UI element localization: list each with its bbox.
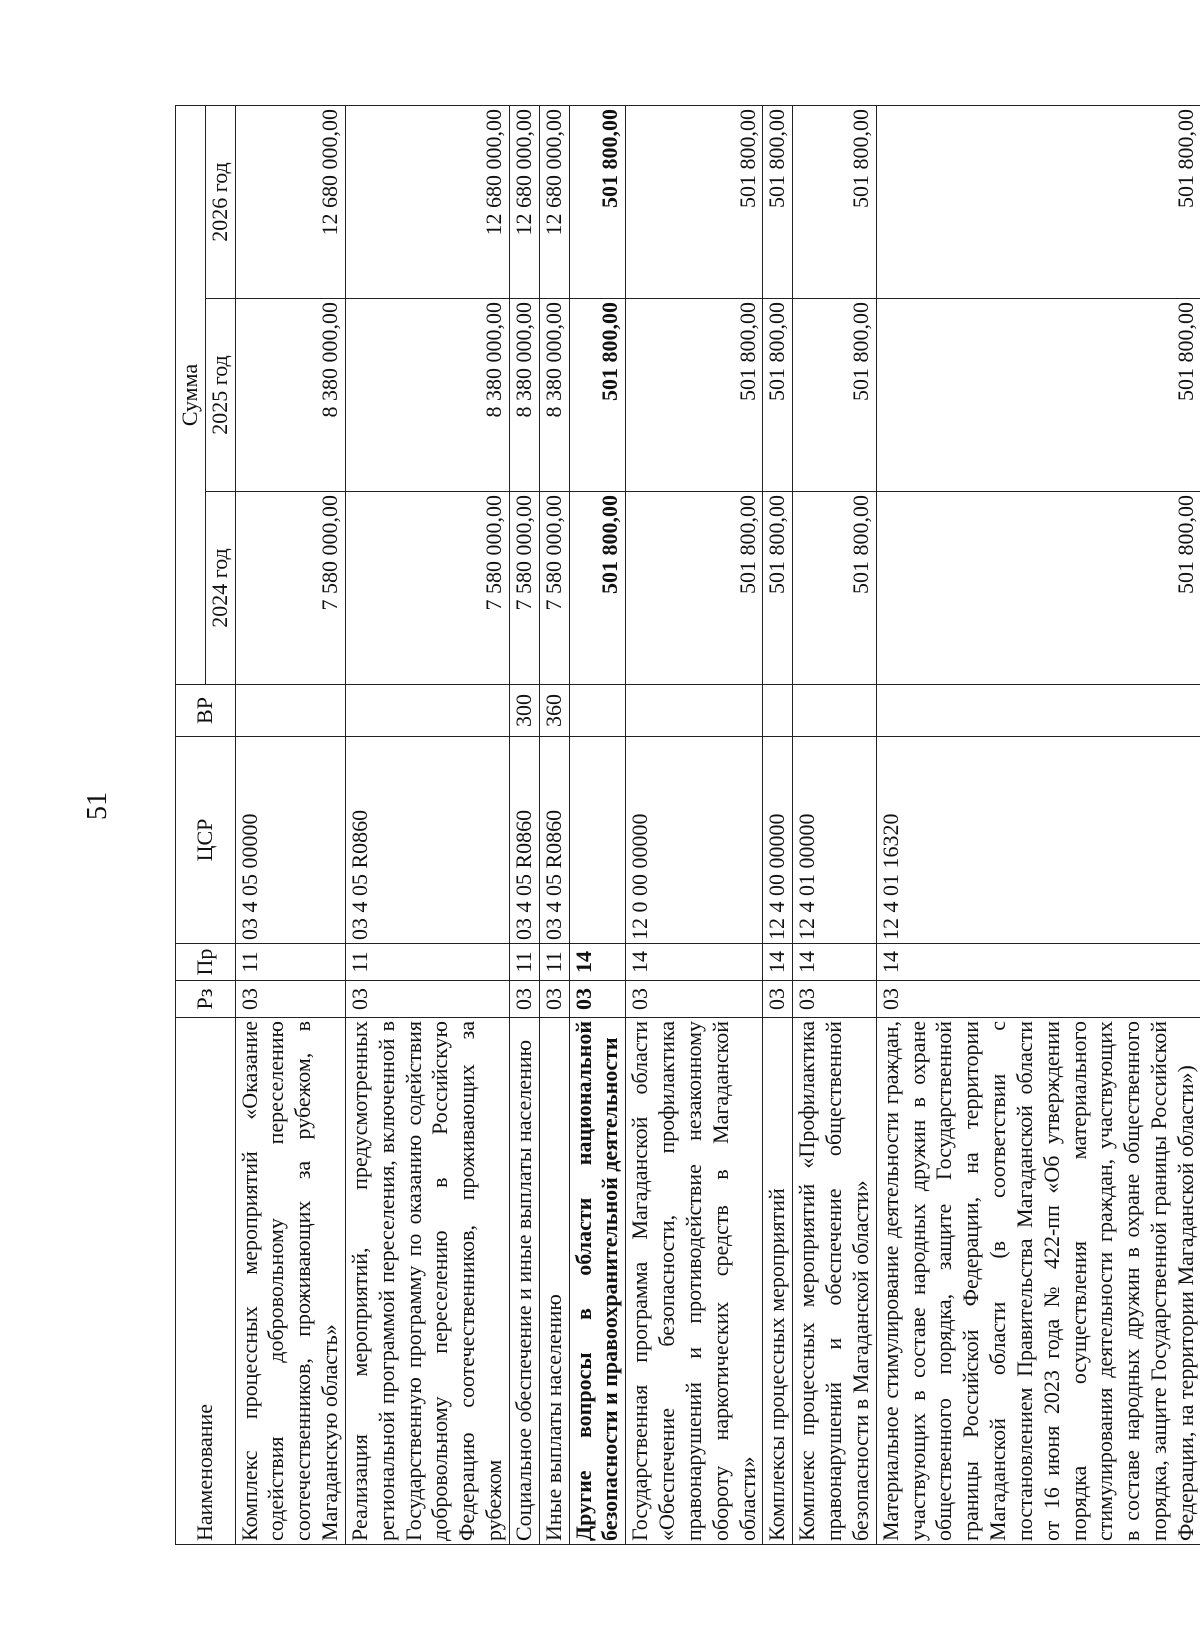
row-sum-2024: 7 580 000,00 [509, 492, 539, 685]
row-pr: 14 [793, 944, 876, 981]
row-sum-2024: 501 800,00 [763, 492, 793, 685]
row-sum-2025: 8 380 000,00 [539, 299, 569, 492]
row-name: Государственная программа Магаданской области «Обеспечение безопасности, профилактика правонарушений и противодействие незаконному обороту наркотических средств в Магаданской области» [626, 1018, 763, 1545]
row-sum-2025: 501 800,00 [569, 299, 626, 492]
row-pr: 11 [539, 944, 569, 981]
row-sum-2026: 501 800,00 [569, 106, 626, 299]
table-body [235, 106, 1200, 1545]
row-vr [876, 685, 1200, 737]
row-sum-2024: 7 580 000,00 [539, 492, 569, 685]
row-name: Комплекс процессных мероприятий «Профилактика правонарушений и обеспечение общественной безопасности в Магаданской области» [793, 1018, 876, 1545]
row-rz: 03 [569, 981, 626, 1018]
table-row [235, 106, 345, 1545]
row-rz: 03 [345, 981, 509, 1018]
row-name: Комплексы процессных мероприятий [763, 1018, 793, 1545]
row-sum-2024: 7 580 000,00 [345, 492, 509, 685]
header-pr: Пр [176, 944, 236, 981]
row-sum-2025: 501 800,00 [876, 299, 1200, 492]
table-row [876, 106, 1200, 1545]
row-pr: 14 [876, 944, 1200, 981]
row-pr: 14 [569, 944, 626, 981]
row-rz: 03 [235, 981, 345, 1018]
row-vr [235, 685, 345, 737]
table-row [763, 106, 793, 1545]
table-row [793, 106, 876, 1545]
header-year-2025: 2025 год [205, 299, 235, 492]
table-row [539, 106, 569, 1545]
row-csr: 12 4 00 00000 [763, 737, 793, 944]
row-sum-2024: 501 800,00 [569, 492, 626, 685]
row-sum-2026: 12 680 000,00 [235, 106, 345, 299]
row-sum-2025: 8 380 000,00 [509, 299, 539, 492]
row-sum-2025: 501 800,00 [793, 299, 876, 492]
row-sum-2026: 501 800,00 [793, 106, 876, 299]
row-csr: 03 4 05 R0860 [539, 737, 569, 944]
row-sum-2026: 12 680 000,00 [509, 106, 539, 299]
row-sum-2026: 501 800,00 [763, 106, 793, 299]
row-rz: 03 [876, 981, 1200, 1018]
row-sum-2025: 8 380 000,00 [235, 299, 345, 492]
header-year-2026: 2026 год [205, 106, 235, 299]
row-sum-2026: 12 680 000,00 [539, 106, 569, 299]
row-vr [569, 685, 626, 737]
row-vr [793, 685, 876, 737]
row-sum-2024: 7 580 000,00 [235, 492, 345, 685]
row-csr: 03 4 05 00000 [235, 737, 345, 944]
table-header [176, 106, 236, 1545]
row-sum-2026: 12 680 000,00 [345, 106, 509, 299]
row-sum-2025: 501 800,00 [626, 299, 763, 492]
row-name: Социальное обеспечение и иные выплаты населению [509, 1018, 539, 1545]
row-vr: 300 [509, 685, 539, 737]
row-vr [763, 685, 793, 737]
row-sum-2026: 501 800,00 [626, 106, 763, 299]
row-rz: 03 [539, 981, 569, 1018]
row-csr: 03 4 05 R0860 [345, 737, 509, 944]
row-vr: 360 [539, 685, 569, 737]
row-sum-2024: 501 800,00 [626, 492, 763, 685]
header-vr: ВР [176, 685, 236, 737]
header-name: Наименование [176, 1018, 236, 1545]
row-pr: 14 [626, 944, 763, 981]
row-pr: 11 [345, 944, 509, 981]
row-name: Другие вопросы в области национальной безопасности и правоохранительной деятельности [569, 1018, 626, 1545]
page-number: 51 [82, 792, 113, 820]
budget-table [175, 105, 1200, 1545]
budget-table-wrapper [175, 105, 1198, 1545]
row-pr: 14 [763, 944, 793, 981]
row-name: Материальное стимулирование деятельности граждан, участвующих в составе народных дружин в охране общественного порядка, защите Государственной границы Российской Федерации, на территории Магаданской области (в соответствии с постановлением Правительства Магаданской области от 16 июня 2023 года № 422-пп «Об утверждении порядка осуществления материального стимулирования деятельности граждан, участвующих в составе народных дружин в охране общественного порядка, защите Государственной границы Российской Федерации, на территории Магаданской области») [876, 1018, 1200, 1545]
row-name: Комплекс процессных мероприятий «Оказание содействия добровольному переселению соотечественников, проживающих за рубежом, в Магаданскую область» [235, 1018, 345, 1545]
table-row [626, 106, 763, 1545]
row-sum-2024: 501 800,00 [793, 492, 876, 685]
row-rz: 03 [763, 981, 793, 1018]
table-row [345, 106, 509, 1545]
row-csr: 12 4 01 16320 [876, 737, 1200, 944]
table-row [569, 106, 626, 1545]
row-vr [345, 685, 509, 737]
header-csr: ЦСР [176, 737, 236, 944]
header-sum: Сумма [176, 106, 206, 685]
row-sum-2024: 501 800,00 [876, 492, 1200, 685]
row-name: Реализация мероприятий, предусмотренных региональной программой переселения, включенной в Государственную программу по оказанию содействия добровольному переселению в Российскую Федерацию соотечественников, проживающих за рубежом [345, 1018, 509, 1545]
row-csr: 12 0 00 00000 [626, 737, 763, 944]
row-sum-2025: 8 380 000,00 [345, 299, 509, 492]
row-vr [626, 685, 763, 737]
header-year-2024: 2024 год [205, 492, 235, 685]
header-rz: Рз [176, 981, 236, 1018]
row-csr: 03 4 05 R0860 [509, 737, 539, 944]
row-pr: 11 [509, 944, 539, 981]
row-name: Иные выплаты населению [539, 1018, 569, 1545]
table-row [509, 106, 539, 1545]
row-sum-2026: 501 800,00 [876, 106, 1200, 299]
row-pr: 11 [235, 944, 345, 981]
row-rz: 03 [793, 981, 876, 1018]
row-rz: 03 [626, 981, 763, 1018]
row-rz: 03 [509, 981, 539, 1018]
row-csr [569, 737, 626, 944]
row-csr: 12 4 01 00000 [793, 737, 876, 944]
row-sum-2025: 501 800,00 [763, 299, 793, 492]
